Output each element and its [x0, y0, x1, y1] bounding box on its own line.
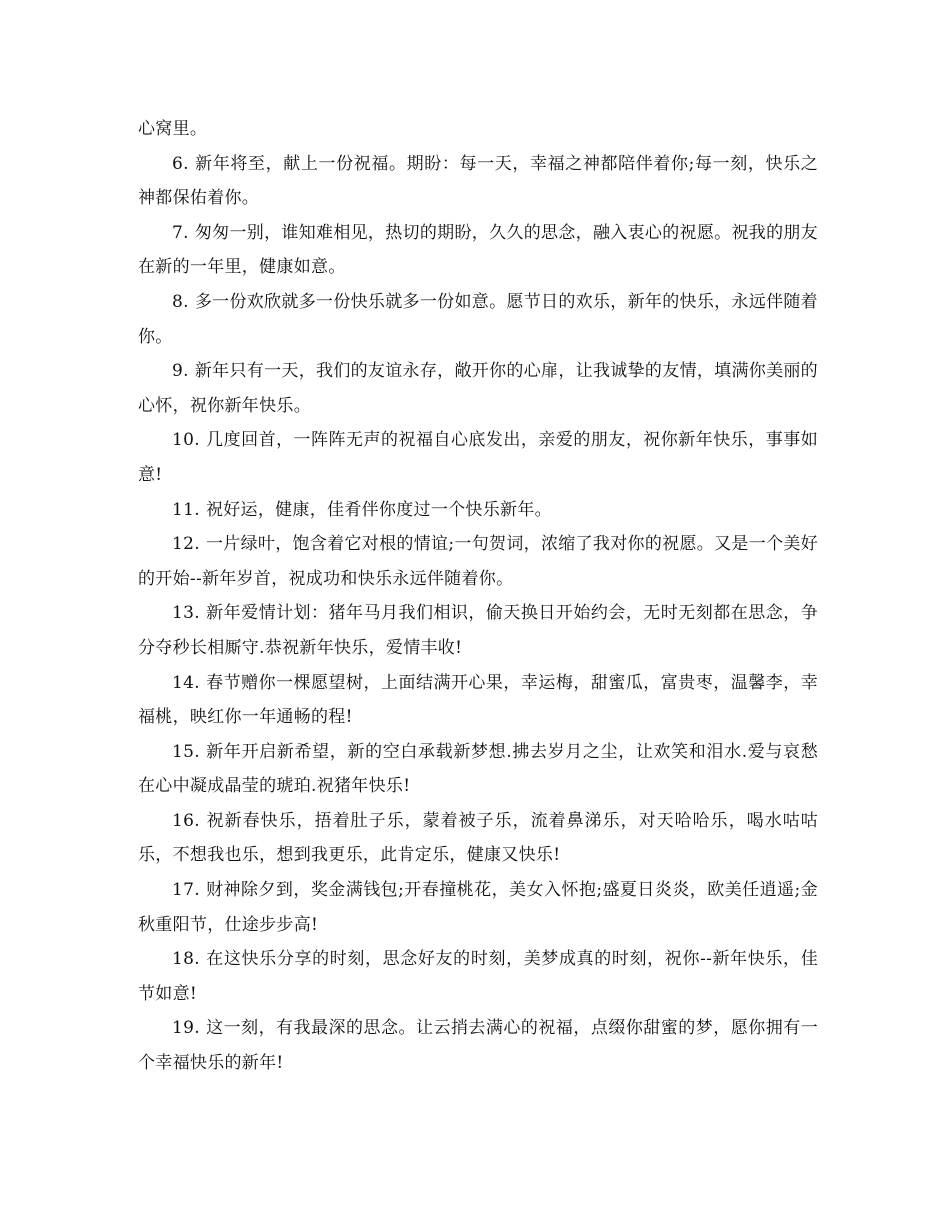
list-item — [138, 1011, 818, 1080]
item-text: 多一份欢欣就多一份快乐就多一份如意。愿节日的欢乐，新年的快乐，永远伴随着你。 — [138, 291, 818, 347]
list-item — [138, 942, 818, 1011]
document-body — [138, 112, 818, 1081]
item-text: 这一刻，有我最深的思念。让云捎去满心的祝福，点缀你甜蜜的梦，愿你拥有一个幸福快乐的新年! — [138, 1018, 818, 1074]
list-item — [138, 527, 818, 596]
item-number: 6. — [172, 153, 189, 174]
item-number: 10. — [172, 430, 200, 451]
item-number: 13. — [172, 603, 200, 624]
item-text: 新年开启新希望，新的空白承载新梦想.拂去岁月之尘，让欢笑和泪水.爱与哀愁在心中凝成晶莹的琥珀.祝猪年快乐! — [138, 741, 818, 797]
continuation-text: 心窝里。 — [138, 119, 208, 139]
item-number: 16. — [172, 810, 200, 831]
item-number: 7. — [172, 222, 189, 243]
item-text: 一片绿叶，饱含着它对根的情谊;一句贺词，浓缩了我对你的祝愿。又是一个美好的开始--新年岁首，祝成功和快乐永远伴随着你。 — [138, 534, 818, 589]
item-text: 祝新春快乐，捂着肚子乐，蒙着被子乐，流着鼻涕乐，对天哈哈乐，喝水咕咕乐，不想我也乐，想到我更乐，此肯定乐，健康又快乐! — [138, 810, 818, 866]
item-number: 15. — [172, 741, 200, 762]
item-text: 新年爱情计划：猪年马月我们相识，偷天换日开始约会，无时无刻都在思念，争分夺秒长相厮守.恭祝新年快乐，爱情丰收! — [138, 603, 818, 658]
item-text: 匆匆一别，谁知难相见，热切的期盼，久久的思念，融入衷心的祝愿。祝我的朋友在新的一年里，健康如意。 — [138, 222, 818, 278]
item-text: 财神除夕到，奖金满钱包;开春撞桃花，美女入怀抱;盛夏日炎炎，欧美任逍遥;金秋重阳节，仕途步步高! — [138, 880, 818, 935]
list-item — [138, 493, 818, 528]
list-item — [138, 735, 818, 804]
item-text: 春节赠你一棵愿望树，上面结满开心果，幸运梅，甜蜜瓜，富贵枣，温馨李，幸福桃，映红你一年通畅的程! — [138, 672, 818, 728]
list-item — [138, 596, 818, 665]
item-number: 11. — [172, 499, 200, 520]
list-item — [138, 423, 818, 492]
list-item — [138, 216, 818, 285]
list-item — [138, 804, 818, 873]
item-text: 在这快乐分享的时刻，思念好友的时刻，美梦成真的时刻，祝你--新年快乐，佳节如意! — [138, 949, 818, 1004]
item-number: 8. — [172, 291, 189, 312]
item-text: 新年将至，献上一份祝福。期盼：每一天，幸福之神都陪伴着你;每一刻，快乐之神都保佑着你。 — [138, 153, 818, 209]
item-number: 19. — [172, 1018, 200, 1039]
item-number: 18. — [172, 949, 200, 970]
item-text: 新年只有一天，我们的友谊永存，敞开你的心扉，让我诚挚的友情，填满你美丽的心怀，祝你新年快乐。 — [138, 361, 818, 416]
item-text: 几度回首，一阵阵无声的祝福自心底发出，亲爱的朋友，祝你新年快乐，事事如意! — [138, 430, 818, 485]
list-item — [138, 147, 818, 216]
item-text: 祝好运，健康，佳肴伴你度过一个快乐新年。 — [205, 499, 552, 520]
item-number: 12. — [172, 534, 200, 555]
item-number: 14. — [172, 672, 200, 693]
list-item — [138, 666, 818, 735]
list-item — [138, 873, 818, 942]
item-number: 9. — [172, 361, 189, 382]
list-item — [138, 354, 818, 423]
item-number: 17. — [172, 880, 200, 901]
list-item — [138, 285, 818, 354]
